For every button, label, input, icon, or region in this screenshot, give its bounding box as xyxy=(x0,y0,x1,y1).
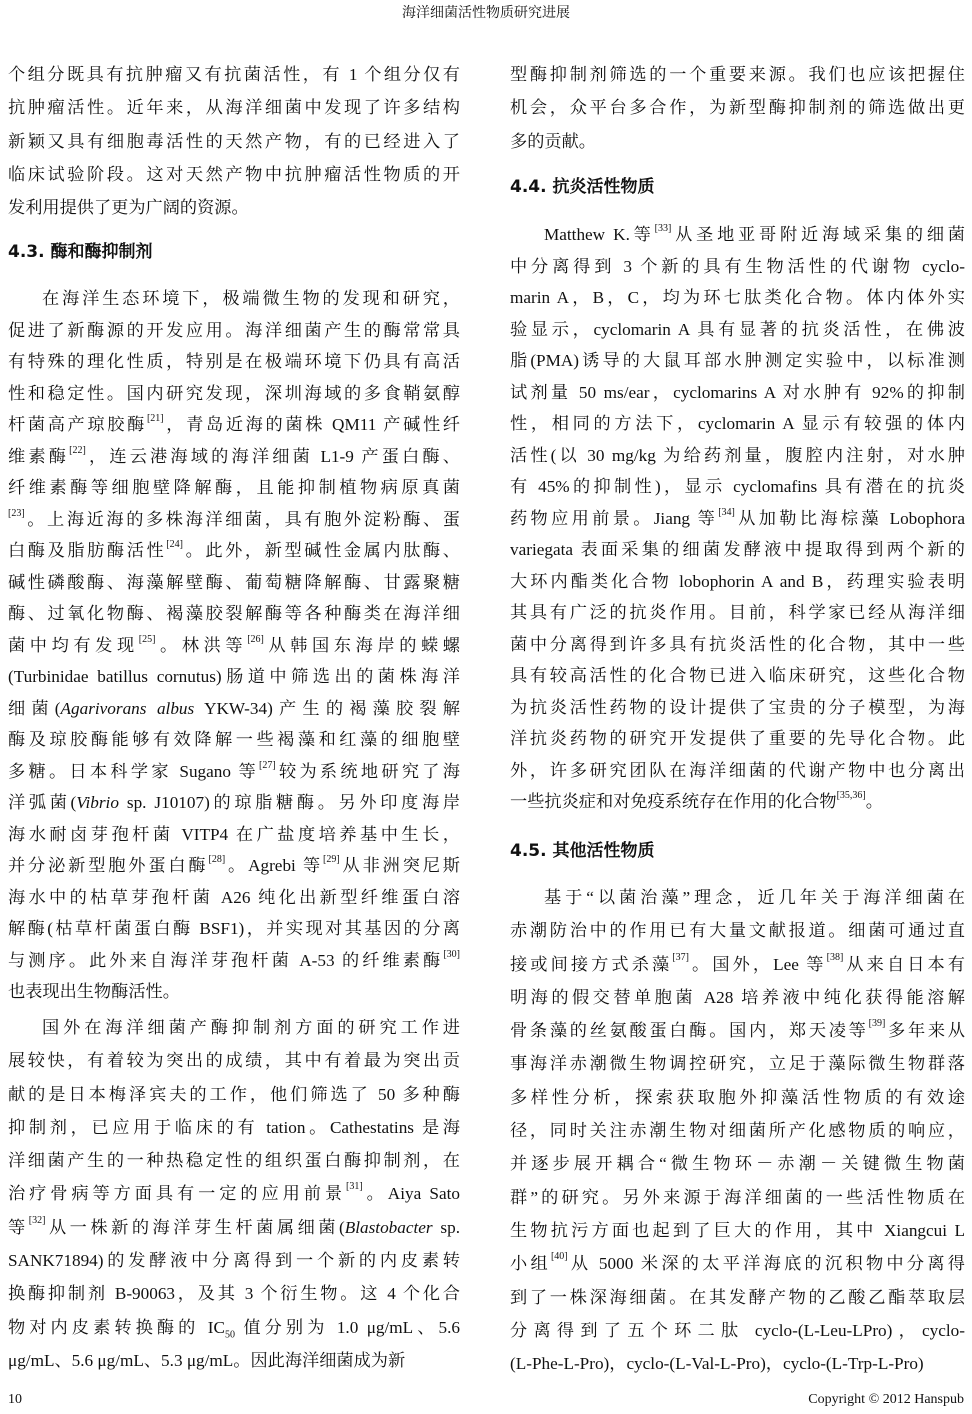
text: 其具有广泛的抗炎作用。目前，科学家已经从海洋细 xyxy=(510,603,965,622)
citation: [22] xyxy=(69,444,86,456)
section-heading-4-5: 4.5. 其他活性物质 xyxy=(510,841,655,861)
text-line xyxy=(510,981,965,1014)
citation: [28] xyxy=(208,854,226,865)
text: 多糖。日本科学家 Sugano 等 xyxy=(8,761,260,781)
citation: [39] xyxy=(868,1018,886,1030)
running-header: 海洋细菌活性物质研究进展 xyxy=(402,6,570,21)
text: 一些抗炎症和对免疫系统存在作用的化合物 xyxy=(510,792,837,811)
text-line xyxy=(8,1277,460,1310)
text: 。上海近海的多株海洋细菌，具有胞外淀粉酶、蛋 xyxy=(24,509,460,529)
text: 多年来从 xyxy=(885,1021,965,1041)
text: 等 xyxy=(8,1217,29,1237)
text: YKW-34)产生的褐藻胶裂解 xyxy=(194,698,460,718)
text-line xyxy=(8,91,460,124)
text: 洋抗炎药物的研究开发提供了重要的先导化合物。此 xyxy=(510,729,965,748)
text-line xyxy=(510,629,965,661)
text-line xyxy=(510,58,965,91)
text-line xyxy=(8,630,460,662)
text: 海水中的枯草芽孢杆菌 A26 纯化出新型纤维蛋白溶 xyxy=(8,887,460,907)
text: 维素酶 xyxy=(8,446,70,466)
text: 有特殊的理化性质，特别是在极端环境下仍具有高活 xyxy=(8,352,460,371)
text: 白酶及脂肪酶活性 xyxy=(8,541,167,560)
text-line xyxy=(510,503,965,535)
text-line xyxy=(510,251,965,283)
text: 验显示，cyclomarin A 具有显著的抗炎活性，在佛波 xyxy=(510,319,965,339)
text: 多样性分析，探索获取胞外抑藻活性物质的有效途 xyxy=(510,1087,965,1107)
paragraph xyxy=(8,58,460,224)
text-line xyxy=(510,1347,965,1380)
text: 到了一株深海细菌。在其发酵产物的乙酸乙酯萃取层 xyxy=(510,1287,965,1307)
text-line xyxy=(8,535,460,567)
text: (L-Phe-L-Pro)，cyclo-(L-Val-L-Pro)，cyclo-(L-Trp-L-Pro) xyxy=(510,1354,924,1374)
text: 药物应用前景。Jiang 等 xyxy=(510,508,719,528)
text-line xyxy=(510,91,965,124)
text-line xyxy=(8,724,460,756)
paragraph xyxy=(510,58,965,158)
citation: [24] xyxy=(166,539,183,550)
text: variegata 表面采集的细菌发酵液中提取得到两个新的 xyxy=(510,540,965,559)
text: sp. xyxy=(432,1217,460,1237)
text: 。Agrebi 等 xyxy=(225,856,324,875)
text: 碱性磷酸酶、海藻解壁酶、葡萄糖降解酶、甘露聚糖 xyxy=(8,572,460,592)
text-line xyxy=(510,1014,965,1047)
text-line xyxy=(510,377,965,409)
text: 菌中分离得到许多具有抗炎活性的化合物，其中一些 xyxy=(510,634,965,654)
text: 从韩国东海岸的蝾螺 xyxy=(263,635,460,655)
text: 在海洋生态环境下，极端微生物的发现和研究， xyxy=(42,289,460,308)
citation: [33] xyxy=(654,223,672,234)
citation: [40] xyxy=(550,1251,568,1263)
text: 抗肿瘤活性。近年来，从海洋细菌中发现了许多结构 xyxy=(8,98,460,118)
text-line xyxy=(510,914,965,947)
italic-text: Blastobacter xyxy=(344,1217,433,1237)
text: 从圣地亚哥附近海域采集的细菌 xyxy=(671,225,965,244)
paragraph xyxy=(510,219,965,818)
text: 值分别为 1.0 μg/mL、5.6 xyxy=(235,1317,460,1337)
text-line xyxy=(510,440,965,472)
text-line xyxy=(8,472,460,504)
text-line xyxy=(8,756,460,788)
text: 临床试验阶段。这对天然产物中抗肿瘤活性物质的开 xyxy=(8,164,460,184)
citation: [25] xyxy=(138,633,156,645)
text: (Turbinidae batillus cornutus)肠道中筛选出的菌株海洋 xyxy=(8,667,460,686)
text-line xyxy=(8,441,460,473)
text-line xyxy=(510,1047,965,1080)
text-line xyxy=(8,315,460,347)
text: 性和稳定性。国内研究发现，深圳海域的多食鞘氨醇 xyxy=(8,383,460,403)
text-line xyxy=(8,567,460,599)
text-line xyxy=(8,1078,460,1111)
text-line xyxy=(8,1244,460,1277)
subscript: 50 xyxy=(225,1329,235,1341)
text: 为抗炎活性药物的设计提供了宝贵的分子模型，为海 xyxy=(510,697,965,717)
text: 分离得到了五个环二肽 cyclo-(L-Leu-LPro)，cyclo- xyxy=(510,1320,965,1340)
text: 骨条藻的丝氨酸蛋白酶。国内，郑天凌等 xyxy=(510,1021,869,1041)
text: 明海的假交替单胞菌 A28 培养液中纯化获得能溶解 xyxy=(510,987,965,1007)
text: 从一株新的海洋芽生杆菌属细菌( xyxy=(45,1217,345,1237)
text: 脂(PMA)诱导的大鼠耳部水肿测定实验中，以标准测 xyxy=(510,351,965,370)
text: marin A，B，C，均为环七肽类化合物。体内体外实 xyxy=(510,288,965,307)
text-line xyxy=(510,881,965,914)
section-heading-4-4: 4.4. 抗炎活性物质 xyxy=(510,177,655,197)
text: 有 45%的抑制性)，显示 cyclomafins 具有潜在的抗炎 xyxy=(510,477,965,496)
text-line xyxy=(8,409,460,441)
italic-text: Agarivorans albus xyxy=(60,698,195,718)
text: 。此外，新型碱性金属内肽酶、 xyxy=(182,541,460,560)
paragraph xyxy=(510,881,965,1380)
text: 事海洋赤潮微生物调控研究，立足于藻际微生物群落 xyxy=(510,1054,965,1074)
text-line xyxy=(510,692,965,724)
text-line xyxy=(510,723,965,755)
citation: [34] xyxy=(718,506,735,518)
text: 抑制剂，已应用于临床的有 tation。Cathestatins 是海 xyxy=(8,1117,460,1137)
text: 也表现出生物酶活性。 xyxy=(8,982,180,1001)
text: 基于“以菌治藻”理念，近几年关于海洋细菌在 xyxy=(544,888,965,907)
text: 治疗骨病等方面具有一定的应用前景 xyxy=(8,1184,347,1204)
text: 酶及琼胶酶能够有效降解一些褐藻和红藻的细胞壁 xyxy=(8,730,460,749)
text: 型酶抑制剂筛选的一个重要来源。我们也应该把握住 xyxy=(510,65,965,84)
text: μg/mL、5.6 μg/mL、5.3 μg/mL。因此海洋细菌成为新 xyxy=(8,1350,406,1370)
italic-text: Vibrio xyxy=(76,793,119,812)
text: 个组分既具有抗肿瘤又有抗菌活性，有 1 个组分仅有 xyxy=(8,65,460,84)
text: 展较快，有着较为突出的成绩，其中有着最为突出贡 xyxy=(8,1051,460,1071)
citation: [29] xyxy=(323,854,340,865)
text-line xyxy=(8,283,460,315)
text: 细菌( xyxy=(8,698,61,718)
text: 小组 xyxy=(510,1254,551,1274)
text: 酶、过氧化物酶、褐藻胶裂解酶等各种酶类在海洋细 xyxy=(8,604,460,623)
citation: [35,36] xyxy=(836,790,866,801)
text: 杆菌高产琼胶酶 xyxy=(8,415,147,434)
text: ，青岛近海的菌株 QM11 产碱性纤 xyxy=(163,415,460,434)
text-line xyxy=(510,1247,965,1280)
text: 从加勒比海棕藻 Lobophora xyxy=(734,508,965,528)
text: 并分泌新型胞外蛋白酶 xyxy=(8,856,209,875)
text-line xyxy=(510,471,965,503)
citation: [32] xyxy=(28,1214,46,1226)
text-line xyxy=(510,660,965,692)
text: 接或间接方式杀藻 xyxy=(510,954,673,974)
text-line xyxy=(8,158,460,191)
text-line xyxy=(8,913,460,945)
paragraph xyxy=(8,283,460,1008)
text-line xyxy=(8,787,460,819)
text: 中分离得到 3 个新的具有生物活性的代谢物 cyclo- xyxy=(510,256,965,276)
text: 洋细菌产生的一种热稳定性的组织蛋白酶抑制剂，在 xyxy=(8,1151,460,1171)
section-heading-4-3: 4.3. 酶和酶抑制剂 xyxy=(8,242,153,262)
text-line xyxy=(8,378,460,410)
text: Matthew K.等 xyxy=(544,225,655,244)
text-line xyxy=(8,125,460,158)
text-line xyxy=(510,125,965,158)
text: 献的是日本梅泽宾夫的工作，他们筛选了 50 多种酶 xyxy=(8,1084,460,1104)
text-line xyxy=(8,976,460,1008)
text: 较为系统地研究了海 xyxy=(275,761,460,781)
text: 促进了新酶源的开发应用。海洋细菌产生的酶常常具 xyxy=(8,320,460,340)
text-line xyxy=(8,58,460,91)
text-line xyxy=(510,1214,965,1247)
text-line xyxy=(8,661,460,693)
text-line xyxy=(8,346,460,378)
text: ，连云港海域的海洋细菌 L1-9 产蛋白酶、 xyxy=(85,446,460,466)
text-line xyxy=(510,1114,965,1147)
text-line xyxy=(510,597,965,629)
text: 并逐步展开耦合“微生物环－赤潮－关键微生物菌 xyxy=(510,1154,965,1174)
text: 群”的研究。另外来源于海洋细菌的一些活性物质在 xyxy=(510,1187,965,1207)
citation: [21] xyxy=(146,413,164,424)
text-line xyxy=(510,755,965,787)
text-line xyxy=(510,948,965,981)
text: 大环内酯类化合物 lobophorin A and B，药理实验表明 xyxy=(510,571,965,591)
citation: [27] xyxy=(259,759,276,771)
text: 从来自日本有 xyxy=(843,954,965,974)
text-line xyxy=(8,1011,460,1044)
text-line xyxy=(510,282,965,314)
text: 与测序。此外来自海洋芽孢杆菌 A-53 的纤维素酶 xyxy=(8,950,444,970)
text-line xyxy=(8,191,460,224)
text: 解酶(枯草杆菌蛋白酶 BSF1)，并实现对其基因的分离 xyxy=(8,919,460,938)
text-line xyxy=(510,1181,965,1214)
text-line xyxy=(8,1344,460,1377)
text-line xyxy=(510,534,965,566)
citation: [26] xyxy=(247,633,264,645)
text: 。国外，Lee 等 xyxy=(688,954,827,974)
citation: [31] xyxy=(346,1181,363,1193)
text-line xyxy=(8,598,460,630)
text: 径，同时关注赤潮生物对细菌所产化感物质的响应， xyxy=(510,1121,965,1141)
page-number: 10 xyxy=(8,1392,22,1407)
copyright: Copyright © 2012 Hanspub xyxy=(808,1392,964,1407)
text-line xyxy=(8,1144,460,1177)
citation: [38] xyxy=(826,951,844,963)
text: 外，许多研究团队在海洋细菌的代谢产物中也分离出 xyxy=(510,760,965,780)
text: 。 xyxy=(865,792,883,811)
text: 多的贡献。 xyxy=(510,131,596,151)
text-line xyxy=(8,850,460,882)
text-line xyxy=(8,1311,460,1344)
text-line xyxy=(8,504,460,536)
text: 具有较高活性的化合物已进入临床研究，这些化合物 xyxy=(510,666,965,685)
text: 活性(以 30 mg/kg 为给药剂量，腹腔内注射，对水肿 xyxy=(510,445,965,465)
text-line xyxy=(510,314,965,346)
text: 生物抗污方面也起到了巨大的作用，其中 Xiangcui L xyxy=(510,1220,965,1240)
text: 。林洪等 xyxy=(155,635,248,655)
text: 新颖又具有细胞毒活性的天然产物，有的已经进入了 xyxy=(8,131,460,151)
text-line xyxy=(510,566,965,598)
text-line xyxy=(8,1177,460,1210)
text: 。Aiya Sato xyxy=(362,1184,460,1204)
text: 从非洲突尼斯 xyxy=(339,856,460,875)
text: 物对内皮素转换酶的 IC xyxy=(8,1317,225,1337)
text-line xyxy=(510,219,965,251)
text: 国外在海洋细菌产酶抑制剂方面的研究工作进 xyxy=(42,1018,460,1037)
text-line xyxy=(8,1211,460,1244)
text-line xyxy=(8,1111,460,1144)
citation: [23] xyxy=(8,507,25,519)
text-line xyxy=(8,693,460,725)
citation: [37] xyxy=(672,951,689,963)
text: 换酶抑制剂 B-90063，及其 3 个衍生物。这 4 个化合 xyxy=(8,1284,460,1304)
text: 洋弧菌( xyxy=(8,793,77,812)
text-line xyxy=(510,1147,965,1180)
text: 菌中均有发现 xyxy=(8,635,139,655)
text: 发利用提供了更为广阔的资源。 xyxy=(8,198,249,218)
text-line xyxy=(510,786,965,818)
text-line xyxy=(8,819,460,851)
text: 试剂量 50 ms/ear，cyclomarins A 对水肿有 92%的抑制 xyxy=(510,382,965,402)
text-line xyxy=(8,1044,460,1077)
text: 海水耐卤芽孢杆菌 VITP4 在广盐度培养基中生长， xyxy=(8,824,460,844)
text-line xyxy=(510,1281,965,1314)
citation: [30] xyxy=(443,948,460,960)
text-line xyxy=(510,408,965,440)
text-line xyxy=(510,345,965,377)
text: 机会，众平台多合作，为新型酶抑制剂的筛选做出更 xyxy=(510,98,965,118)
text: 性，相同的方法下，cyclomarin A 显示有较强的体内 xyxy=(510,414,965,433)
text-line xyxy=(510,1081,965,1114)
paragraph xyxy=(8,1011,460,1377)
text: 纤维素酶等细胞壁降解酶，且能抑制植物病原真菌 xyxy=(8,478,460,497)
text: 从 5000 米深的太平洋海底的沉积物中分离得 xyxy=(567,1254,965,1274)
text: sp. J10107)的琼脂糖酶。另外印度海岸 xyxy=(118,793,460,812)
text: SANK71894)的发酵液中分离得到一个新的内皮素转 xyxy=(8,1251,460,1271)
text-line xyxy=(8,945,460,977)
text: 赤潮防治中的作用已有大量文献报道。细菌可通过直 xyxy=(510,921,965,941)
text-line xyxy=(8,882,460,914)
text-line xyxy=(510,1314,965,1347)
